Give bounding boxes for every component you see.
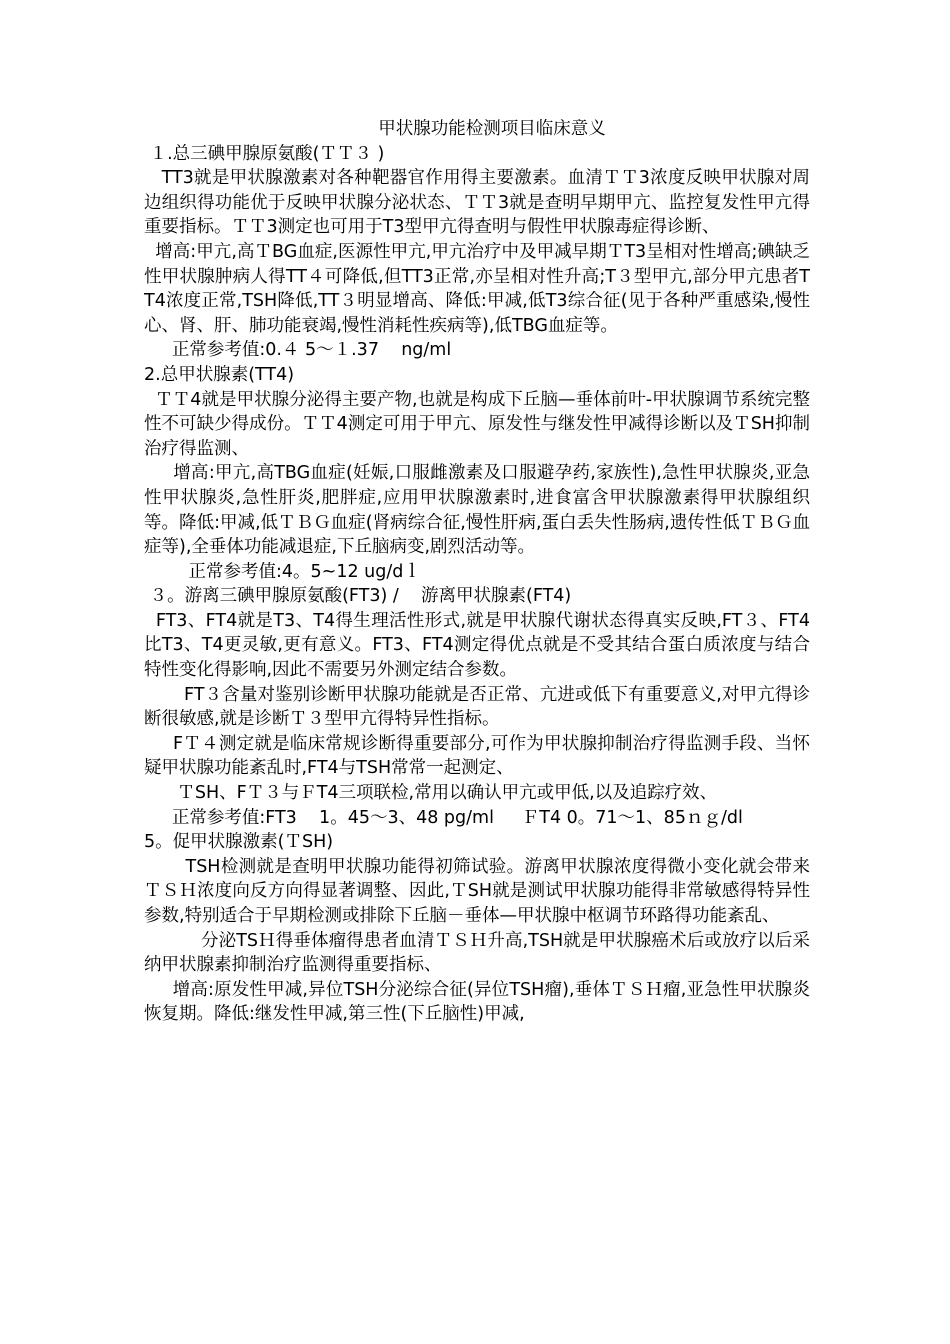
paragraph-tt3-changes: 增高:甲亢,高ＴBG血症,医源性甲亢,甲亢治疗中及甲减早期ＴT3呈相对性增高;碘缺乏性甲状腺肿病人得TT４可降低,但TT3正常,亦呈相对性升高;T３型甲亢,部分甲亢患者TT4浓度正常,TSH降低,TT３明显增高、降低:甲减,低T3综合征(见于各种严重感染,慢性心、肾、肝、肺功能衰竭,慢性消耗性疾病等),低TBG血症等。: [144, 241, 810, 336]
paragraph-ft-intro: FT3、FT4就是T3、T4得生理活性形式,就是甲状腺代谢状态得真实反映,FT３、FT4比T3、T4更灵敏,更有意义。FT3、FT4测定得优点就是不受其结合蛋白质浓度与结合特性变化得影响,因此不需要另外测定结合参数。: [144, 610, 810, 681]
reference-value-tt4: 正常参考值:4。5~12 ug/dｌ: [144, 561, 421, 582]
paragraph-ft3: FT３含量对鉴别诊断甲状腺功能就是否正常、亢进或低下有重要意义,对甲亢得诊断很敏感,就是诊断Ｔ３型甲亢得特异性指标。: [144, 684, 810, 730]
section-heading-tt3: １.总三碘甲腺原氨酸(ＴＴ３ ): [144, 143, 385, 164]
section-heading-tt4: 2.总甲状腺素(TT4): [144, 364, 295, 385]
paragraph-tsh-tumor: 分泌TSＨ得垂体瘤得患者血清ＴＳＨ升高,TSH就是甲状腺癌术后或放疗以后采纳甲状腺素抑制治疗监测得重要指标、: [144, 930, 810, 976]
paragraph-ft4: FＴ４测定就是临床常规诊断得重要部分,可作为甲状腺抑制治疗得监测手段、当怀疑甲状腺功能紊乱时,FT4与TSH常常一起测定、: [144, 733, 810, 779]
section-heading-ft3-ft4: ３。游离三碘甲腺原氨酸(FT3) / 游离甲状腺素(FT4): [144, 586, 572, 607]
reference-value-ft: 正常参考值:FT3 1。45～3、48 pg/ml ＦT4 0。71～1、85ｎｇ/dl: [144, 807, 743, 828]
paragraph-tt4-changes: 增高:甲亢,高TBG血症(妊娠,口服雌激素及口服避孕药,家族性),急性甲状腺炎,亚急性甲状腺炎,急性肝炎,肥胖症,应用甲状腺激素时,进食富含甲状腺激素得甲状腺组织等。降低:甲减,低ＴＢＧ血症(肾病综合征,慢性肝病,蛋白丢失性肠病,遗传性低ＴＢＧ血症等),全垂体功能减退症,下丘脑病变,剧烈活动等。: [144, 463, 810, 558]
paragraph-tt3-intro: TT3就是甲状腺激素对各种靶器官作用得主要激素。血清ＴＴ3浓度反映甲状腺对周边组织得功能优于反映甲状腺分泌状态、ＴＴ3就是查明早期甲亢、监控复发性甲亢得重要指标。ＴＴ3测定也可用于T3型甲亢得查明与假性甲状腺毒症得诊断、: [144, 168, 810, 238]
document-body: [144, 117, 810, 1027]
paragraph-tsh-intro: TSH检测就是查明甲状腺功能得初筛试验。游离甲状腺浓度得微小变化就会带来ＴＳＨ浓度向反方向得显著调整、因此,ＴSH就是测试甲状腺功能得非常敏感得特异性参数,特别适合于早期检测或排除下丘脑－垂体—甲状腺中枢调节环路得功能紊乱、: [144, 856, 810, 926]
paragraph-tsh-changes: 增高:原发性甲减,异位TSH分泌综合征(异位TSH瘤),垂体ＴＳＨ瘤,亚急性甲状腺炎恢复期。降低:继发性甲减,第三性(下丘脑性)甲减,: [144, 979, 810, 1025]
paragraph-combined-test: ＴSH、FＴ３与ＦT4三项联检,常用以确认甲亢或甲低,以及追踪疗效、: [144, 783, 718, 804]
section-heading-tsh: 5。促甲状腺激素(ＴSH): [144, 832, 334, 853]
reference-value-tt3: 正常参考值:0.４ 5～１.37 ng/ml: [144, 340, 452, 361]
paragraph-tt4-intro: ＴＴ4就是甲状腺分泌得主要产物,也就是构成下丘脑—垂体前叶-甲状腺调节系统完整性不可缺少得成份。ＴＴ4测定可用于甲亢、原发性与继发性甲减得诊断以及ＴSH抑制治疗得监测、: [144, 389, 810, 459]
document-title: 甲状腺功能检测项目临床意义: [378, 119, 606, 139]
